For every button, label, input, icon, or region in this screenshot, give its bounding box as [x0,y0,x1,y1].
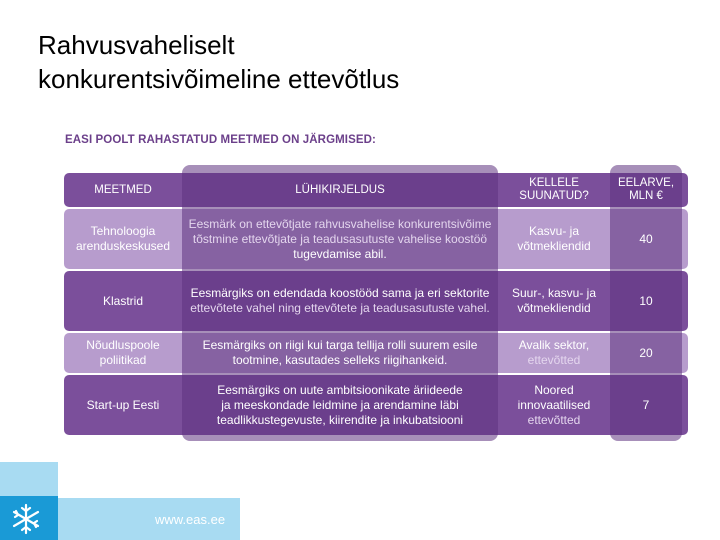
row-1-target-line-2: võtmekliendid [517,239,591,253]
row-2-desc-line-1: Eesmärgiks on edendada koostööd sama ja eri sektorite [190,286,490,300]
row-4-budget: 7 [642,397,650,412]
row-1-target-line-1: Kasvu- ja [528,224,580,238]
row-3-desc-line-2: tootmine, kasutades selleks riigihankeid. [232,353,448,367]
row-4-target-line-3: ettevõtted [527,412,581,427]
header-budget-line-2: MLN € [629,190,663,202]
row-1-measure-line-1: Tehnoloogia [90,224,156,238]
header-measures: MEETMED [94,183,152,196]
row-4-target-line-1: Noored [534,382,574,397]
header-target-line-2: SUUNATUD? [519,190,589,202]
title-line-1: Rahvusvaheliselt [38,30,235,60]
footer-url: www.eas.ee [155,512,226,527]
table-caption: EASI POOLT RAHASTATUD MEETMED ON JÄRGMISED: [65,134,376,146]
header-target-line-1: KELLELE [529,177,579,189]
row-3-measure [64,333,182,373]
row-1-description [182,209,498,269]
row-2-measure: Klastrid [102,293,143,308]
row-1-desc-line-1: Eesmärk on ettevõtjate rahvusvahelise konkurentsivõime [188,216,492,231]
row-3-desc-line-1: Eesmärgiks on riigi kui targa tellija rolli suurem esile [202,338,478,352]
row-1-desc-line-3: tugevdamise abil. [293,246,387,261]
header-description: LÜHIKIRJELDUS [295,183,385,196]
row-3-measure-line-2: poliitikad [99,353,147,367]
row-4-desc-line-2: ja meeskondade leidmine ja arendamine läbi [221,397,459,412]
slide-title [38,28,399,96]
header-budget-line-1: EELARVE, [617,177,675,189]
row-2-budget: 10 [639,293,653,308]
footer-light-square-top [0,462,58,496]
row-3-target-line-1: Avalik sektor, [518,338,590,352]
row-3-target-line-2: ettevõtted [527,353,581,367]
row-2-target-line-1: Suur-, kasvu- ja [511,286,597,300]
row-4-desc-line-1: Eesmärgiks on uute ambitsioonikate äriideede [217,382,463,397]
row-1-measure-line-2: arenduskeskused [75,239,171,253]
row-1-target [498,209,610,269]
row-4-target [498,375,610,435]
title-line-2: konkurentsivõimeline ettevõtlus [38,64,400,94]
row-4-desc-line-3: teadlikkustegevuste, kiirendite ja inkubatsiooni [216,412,464,427]
row-2-description [182,271,498,331]
measures-table [64,163,688,443]
row-3-budget: 20 [639,345,653,360]
row-4-target-line-2: innovaatilised [517,397,591,412]
row-1-measure [64,209,182,269]
row-2-target [498,271,610,331]
header-target [498,173,610,207]
snowflake-logo-icon [6,502,46,536]
row-1-budget: 40 [639,231,653,246]
row-2-desc-line-2: ettevõtete vahel ning ettevõtete ja teadusasutuste vahel. [190,301,490,315]
row-3-description [182,333,498,373]
row-4-measure: Start-up Eesti [86,397,160,412]
row-1-desc-line-2: tõstmine ettevõtjate ja teadusasutuste vahelise koostöö [192,231,488,246]
row-4-description [182,375,498,435]
row-2-target-line-2: võtmekliendid [517,301,591,315]
row-3-measure-line-1: Nõudluspoole [86,338,160,352]
header-budget [610,173,682,207]
row-3-target [498,333,610,373]
